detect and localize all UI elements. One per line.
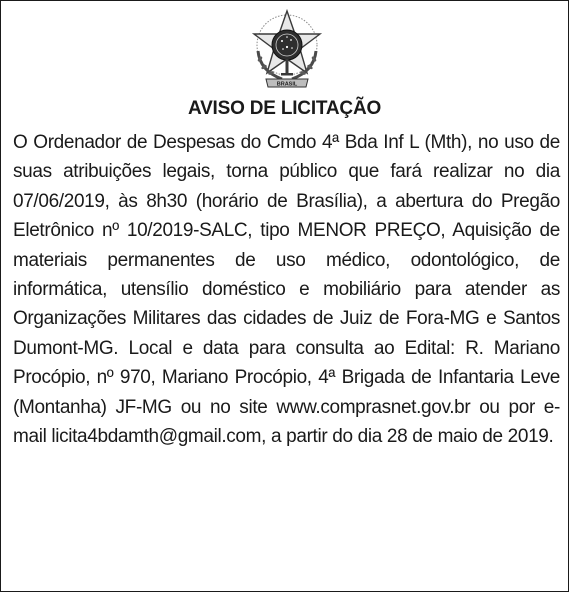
brazil-coat-of-arms-icon xyxy=(248,7,326,91)
emblem-ribbon-text: BRASIL xyxy=(276,81,298,88)
notice-title: AVISO DE LICITAÇÃO xyxy=(187,98,382,119)
notice-body: O Ordenador de Despesas do Cmdo 4ª Bda Inf L (Mth), no uso de suas atribuições legais, torna público que fará realizar no dia 07/06/2019, às 8h30 (horário de Brasília), a abertura do Pregão Eletrônico nº 10/2019-SALC, tipo MENOR PREÇO, Aquisição de materiais permanentes de uso médico, odontológico, de informática, utensílio doméstico e mobiliário para atender as Organizações Militares das cidades de Juiz de Fora-MG e Santos Dumont-MG. Local e data para consulta ao Edital: R. Mariano Procópio, nº 970, Mariano Procópio, 4ª Brigada de Infantaria Leve (Montanha) JF-MG ou no site www.comprasnet.gov.br ou por e-mail licita4bdamth@gmail.com, a partir do dia 28 de maio de 2019. xyxy=(13,132,560,448)
